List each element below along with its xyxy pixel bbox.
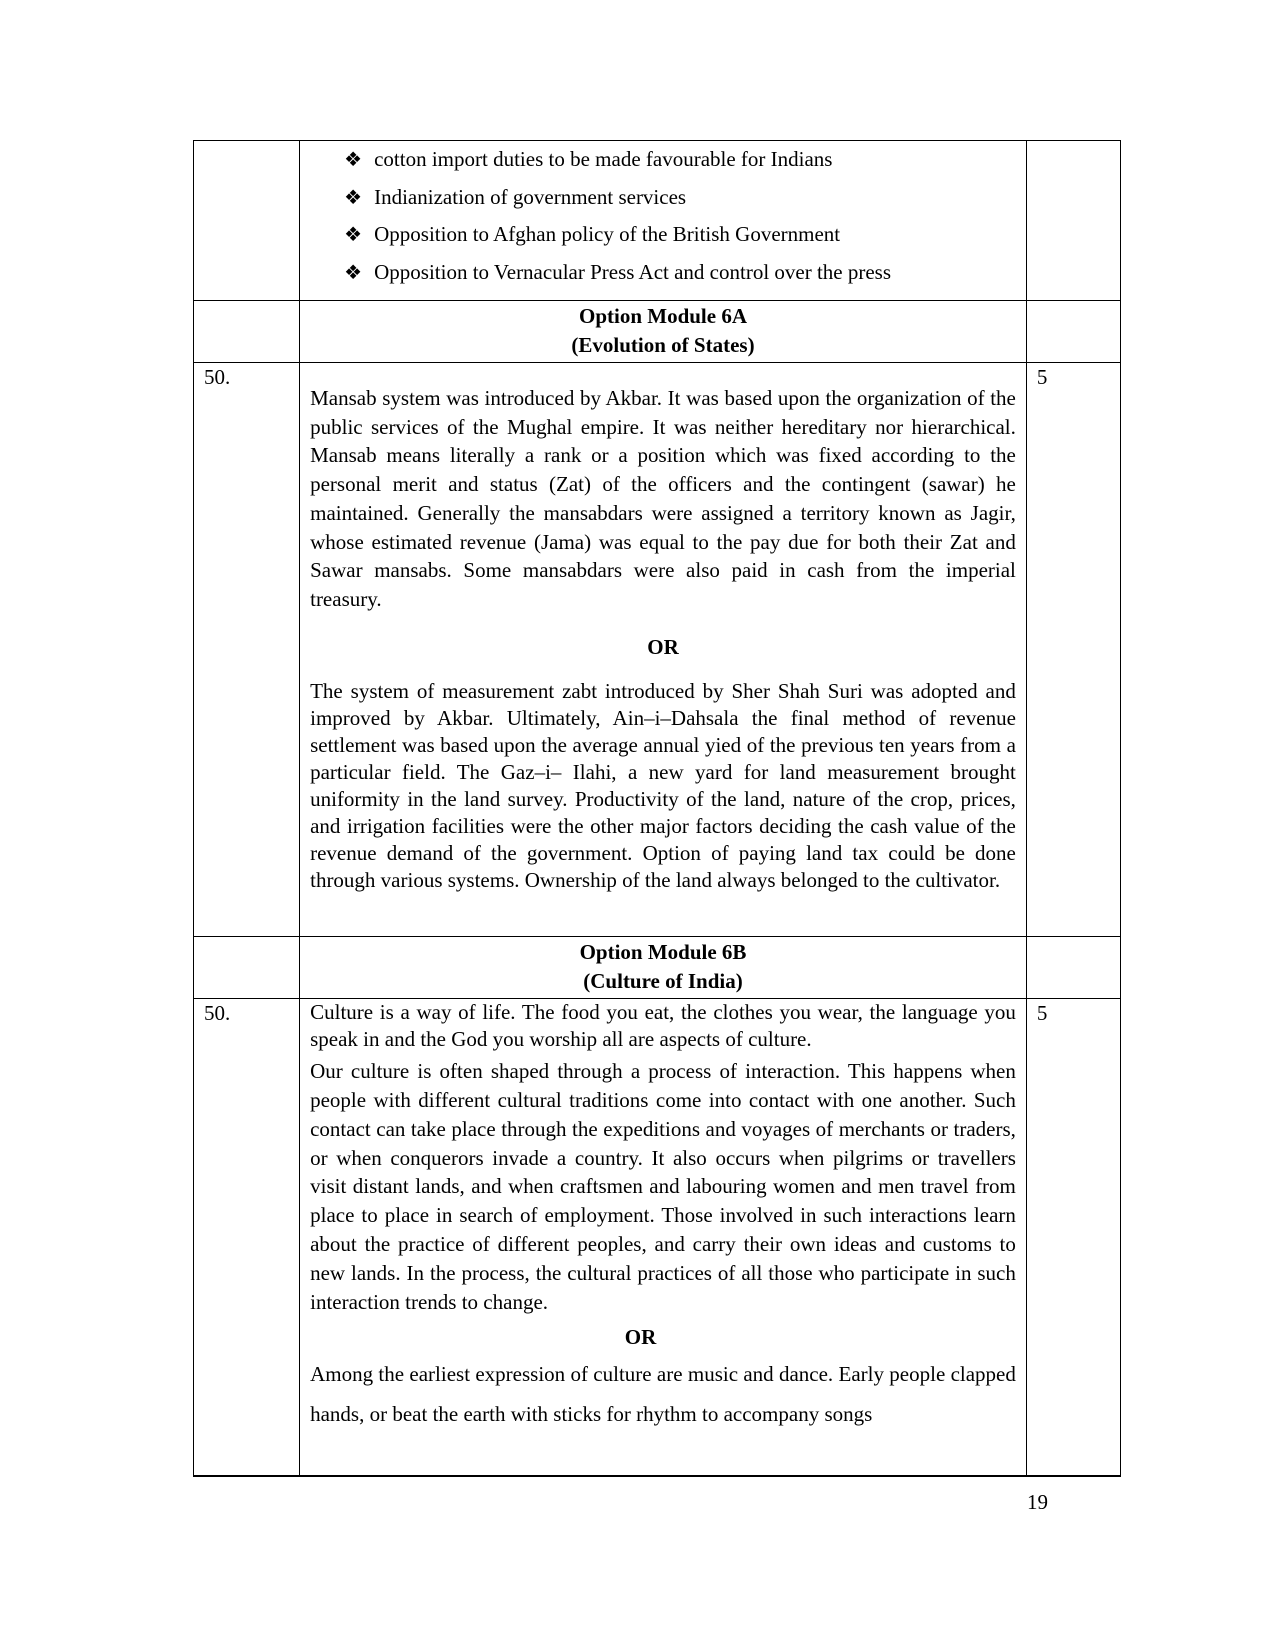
- module-6b-answer-row: [194, 999, 1121, 1476]
- answer-paragraph: The system of measurement zabt introduced by Sher Shah Suri was adopted and improved by Akbar. Ultimately, Ain–i–Dahsala the final method of revenue settlement was based upon the average annual yied of the previous ten years from a particular field. The Gaz–i– Ilahi, a new yard for land measurement brought uniformity in the land survey. Productivity of the land, nature of the crop, prices, and irrigation facilities were the other major factors deciding the cash value of the revenue demand of the government. Option of paying land tax could be done through various systems. Ownership of the land always belonged to the cultivator.: [310, 678, 1016, 892]
- module-6a-heading: [300, 301, 1027, 363]
- module-6b-title: Option Module 6B: [579, 940, 747, 964]
- marks: 5: [1026, 363, 1120, 937]
- diamond-bullet-icon: ❖: [344, 149, 363, 171]
- bullet-item: [344, 182, 1026, 220]
- answer-paragraph: Culture is a way of life. The food you eat, the clothes you wear, the language you speak in and the God you worship all are aspects of culture.: [310, 1000, 1016, 1051]
- empty-number-cell: [194, 937, 300, 999]
- empty-marks-cell: [1026, 301, 1120, 363]
- answer-paragraph: Our culture is often shaped through a process of interaction. This happens when people with different cultural traditions come into contact with one another. Such contact can take place through the expeditions and voyages of merchants or traders, or when conquerors invade a country. It also occurs when pilgrims or travellers visit distant lands, and when craftsmen and labouring women and men travel from place to place in search of employment. Those involved in such interactions learn about the practice of different peoples, and carry their own ideas and customs to new lands. In the process, the cultural practices of all those who participate in such interaction trends to change.: [310, 1059, 1016, 1314]
- module-6a-title: Option Module 6A: [578, 304, 748, 328]
- answer-paragraph: Mansab system was introduced by Akbar. It was based upon the organization of the public services of the Mughal empire. It was neither hereditary nor hierarchical. Mansab means literally a rank or a position which was fixed according to the personal merit and status (Zat) of the officers and the contingent (sawar) he maintained. Generally the mansabdars were assigned a territory known as Jagir, whose estimated revenue (Jama) was equal to the pay due for both their Zat and Sawar mansabs. Some mansabdars were also paid in cash from the imperial treasury.: [310, 386, 1016, 611]
- answer-key-table: [193, 140, 1121, 1477]
- empty-marks-cell: [1026, 937, 1120, 999]
- module-6b-heading: [300, 937, 1027, 999]
- module-6b-heading-row: [194, 937, 1121, 999]
- empty-marks-cell: [1026, 141, 1120, 301]
- empty-number-cell: [194, 141, 300, 301]
- bullet-text: Opposition to Vernacular Press Act and control over the press: [374, 259, 892, 284]
- bullet-list: [300, 141, 1026, 300]
- question-number: 50.: [194, 999, 300, 1476]
- module-6b-subtitle: (Culture of India): [583, 969, 743, 993]
- diamond-bullet-icon: ❖: [344, 261, 363, 284]
- module-6a-answer-row: [194, 363, 1121, 937]
- marks: 5: [1026, 999, 1120, 1476]
- diamond-bullet-icon: ❖: [344, 224, 363, 246]
- module-6a-answer-cell: [300, 363, 1027, 937]
- or-label: OR: [647, 634, 679, 659]
- bullet-item: [344, 257, 1026, 295]
- question-number: 50.: [194, 363, 300, 937]
- bullet-text: Indianization of government services: [374, 184, 687, 209]
- bullet-text: cotton import duties to be made favourable for Indians: [374, 147, 833, 171]
- bullet-row: [194, 141, 1121, 301]
- bullet-text: Opposition to Afghan policy of the British Government: [374, 222, 841, 246]
- diamond-bullet-icon: ❖: [344, 186, 363, 209]
- page-number: 19: [1027, 1490, 1048, 1514]
- empty-number-cell: [194, 301, 300, 363]
- or-label: OR: [624, 1325, 657, 1350]
- bullet-item: [344, 144, 1026, 182]
- module-6a-heading-row: [194, 301, 1121, 363]
- answer-paragraph: Among the earliest expression of culture are music and dance. Early people clapped hands, or beat the earth with sticks for rhythm to accompany songs: [310, 1362, 1016, 1427]
- module-6b-answer-cell: [300, 999, 1027, 1476]
- bullet-cell: [300, 141, 1027, 301]
- module-6a-subtitle: (Evolution of States): [571, 333, 755, 357]
- bullet-item: [344, 219, 1026, 257]
